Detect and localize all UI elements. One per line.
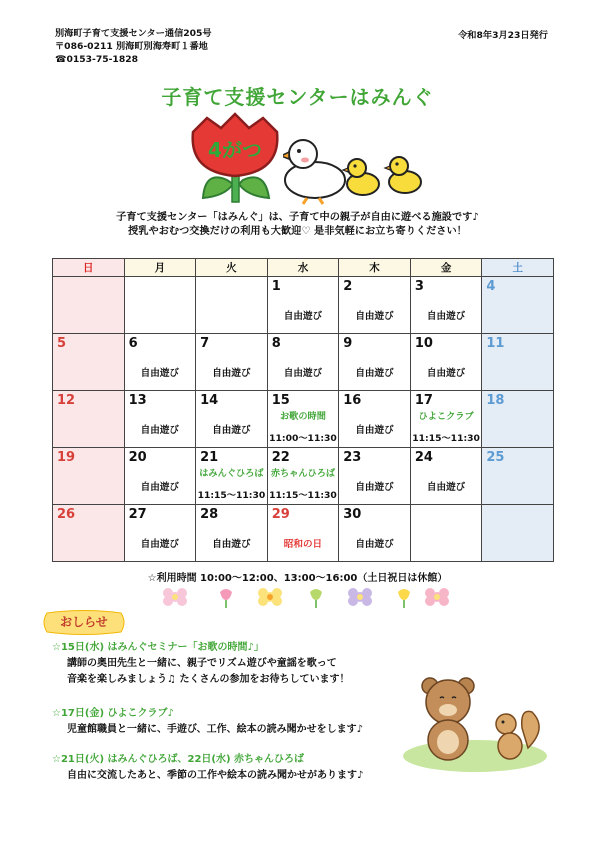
calendar-day-cell	[53, 277, 125, 334]
calendar-day-cell	[124, 505, 196, 562]
day-number: 24	[414, 450, 433, 465]
day-number: 15	[271, 393, 290, 408]
bear-illustration	[400, 668, 550, 773]
event-time: 11:15～11:30	[269, 490, 337, 501]
day-number: 6	[128, 336, 138, 351]
calendar-day-cell	[53, 391, 125, 448]
weekday-tue: 火	[196, 259, 268, 277]
day-event: 自由遊び	[140, 368, 180, 379]
weekday-header-row	[53, 259, 554, 277]
day-number: 28	[200, 507, 219, 522]
day-number: 30	[343, 507, 362, 522]
calendar-day-cell	[339, 277, 411, 334]
calendar-day-cell	[482, 505, 554, 562]
day-event: 自由遊び	[212, 425, 251, 436]
day-number: 14	[200, 393, 219, 408]
day-number: 20	[128, 450, 147, 465]
calendar-day-cell	[124, 391, 196, 448]
day-number: 4	[486, 279, 496, 294]
day-number: 3	[414, 279, 424, 294]
calendar-day-cell	[410, 391, 482, 448]
notice-item-3	[52, 752, 363, 784]
calendar-day-cell	[482, 334, 554, 391]
calendar-day-cell	[196, 505, 268, 562]
calendar-week-row	[53, 505, 554, 562]
calendar-day-cell	[410, 505, 482, 562]
notice-item-head: ☆21日(火) はみんぐひろば、22日(水) 赤ちゃんひろば	[52, 754, 305, 765]
duckling-icon	[385, 157, 421, 193]
day-number: 29	[271, 507, 290, 522]
calendar-day-cell	[339, 334, 411, 391]
calendar-day-cell	[339, 448, 411, 505]
flower-icon	[160, 584, 450, 610]
day-number: 21	[200, 450, 219, 465]
notice-badge-label: おしらせ	[60, 615, 108, 629]
notice-item-line: 講師の奥田先生と一緒に、親子でリズム遊びや童謡を歌って	[67, 658, 337, 669]
day-event: 自由遊び	[426, 311, 466, 322]
calendar-day-cell	[410, 448, 482, 505]
intro-line-2: 授乳やおむつ交換だけの利用も大歓迎♡ 是非気軽にお立ち寄りください！	[128, 226, 467, 237]
day-number: 19	[57, 450, 76, 465]
notice-item-1	[52, 640, 349, 688]
calendar-week-row	[53, 334, 554, 391]
notice-item-line: 音楽を楽しみましょう♫ たくさんの参加をお待ちしています！	[67, 674, 350, 685]
weekday-wed: 水	[267, 259, 339, 277]
day-event: 自由遊び	[426, 368, 466, 379]
weekday-fri: 金	[410, 259, 482, 277]
day-event: 自由遊び	[355, 539, 394, 550]
page-title: 子育て支援センターはみんぐ	[161, 85, 434, 109]
day-number: 27	[128, 507, 147, 522]
holiday-label: 昭和の日	[283, 539, 323, 550]
calendar-day-cell	[267, 448, 339, 505]
day-number: 2	[343, 279, 353, 294]
calendar-day-cell	[339, 391, 411, 448]
org-line: 別海町子育て支援センター通信205号	[55, 28, 212, 39]
day-event: 自由遊び	[426, 482, 466, 493]
day-number: 26	[57, 507, 76, 522]
day-special-event: はみんぐひろば	[199, 468, 264, 479]
calendar-day-cell	[196, 448, 268, 505]
day-event: 自由遊び	[140, 482, 180, 493]
calendar-day-cell	[124, 448, 196, 505]
day-number: 17	[414, 393, 433, 408]
day-special-event: 赤ちゃんひろば	[270, 468, 336, 479]
day-number: 18	[486, 393, 505, 408]
day-event: 自由遊び	[140, 539, 180, 550]
notice-item-head: ☆15日(水) はみんぐセミナー「お歌の時間♪」	[52, 642, 264, 653]
org-info	[55, 27, 212, 66]
day-event: 自由遊び	[355, 482, 394, 493]
duck-icon	[283, 132, 425, 206]
weekday-sun: 日	[53, 259, 125, 277]
calendar-day-cell	[267, 505, 339, 562]
day-number: 13	[128, 393, 147, 408]
day-number: 25	[486, 450, 505, 465]
day-number: 10	[414, 336, 433, 351]
calendar-day-cell	[267, 334, 339, 391]
event-time: 11:15～11:30	[412, 433, 480, 444]
weekday-mon: 月	[124, 259, 196, 277]
day-number: 9	[343, 336, 353, 351]
calendar-week-row	[53, 391, 554, 448]
calendar-week-row	[53, 448, 554, 505]
calendar-day-cell	[267, 391, 339, 448]
calendar-day-cell	[124, 277, 196, 334]
day-event: 自由遊び	[212, 368, 251, 379]
day-special-event: ひよこクラブ	[418, 411, 474, 422]
bear-icon	[422, 678, 474, 760]
day-number: 8	[271, 336, 281, 351]
calendar-day-cell	[53, 448, 125, 505]
calendar-day-cell	[482, 448, 554, 505]
opening-hours: ☆利用時間 10:00～12:00、13:00～16:00（土日祝日は休館）	[147, 573, 448, 584]
flower-divider	[160, 584, 450, 610]
calendar-day-cell	[196, 334, 268, 391]
day-event: 自由遊び	[283, 311, 323, 322]
calendar-week-row	[53, 277, 554, 334]
calendar-day-cell	[482, 391, 554, 448]
event-time: 11:00～11:30	[269, 433, 337, 444]
calendar-day-cell	[267, 277, 339, 334]
address-line: 〒086-0211 別海町別海寿町１番地	[55, 41, 208, 52]
intro-text	[0, 211, 595, 239]
notice-badge	[43, 610, 125, 635]
day-number: 22	[271, 450, 290, 465]
day-number: 12	[57, 393, 76, 408]
duckling-icon	[343, 159, 379, 195]
month-badge: 4がつ	[208, 138, 262, 162]
calendar-day-cell	[410, 277, 482, 334]
calendar-day-cell	[410, 334, 482, 391]
day-number: 23	[343, 450, 362, 465]
notice-item-line: 児童館職員と一緒に、手遊び、工作、絵本の読み聞かせをします♪	[67, 724, 363, 735]
calendar-day-cell	[339, 505, 411, 562]
issue-date: 令和8年3月23日発行	[458, 30, 548, 41]
calendar-day-cell	[196, 391, 268, 448]
day-number: 5	[57, 336, 67, 351]
notice-item-head: ☆17日(金) ひよこクラブ♪	[52, 708, 174, 719]
phone-line: ☎0153-75-1828	[55, 54, 138, 65]
day-number: 1	[271, 279, 281, 294]
notice-item-line: 自由に交流したあと、季節の工作や絵本の読み聞かせがあります♪	[67, 770, 364, 781]
day-number: 7	[200, 336, 210, 351]
day-special-event: お歌の時間	[280, 411, 326, 422]
day-event: 自由遊び	[355, 368, 394, 379]
day-number: 11	[486, 336, 505, 351]
calendar-day-cell	[53, 334, 125, 391]
weekday-thu: 木	[339, 259, 411, 277]
day-event: 自由遊び	[355, 311, 394, 322]
day-number: 16	[343, 393, 362, 408]
event-time: 11:15～11:30	[197, 490, 266, 501]
calendar-day-cell	[53, 505, 125, 562]
header-illustration	[185, 110, 425, 206]
intro-line-1: 子育て支援センター「はみんぐ」は、子育て中の親子が自由に遊べる施設です♪	[116, 212, 479, 223]
notice-item-2	[52, 706, 363, 738]
day-event: 自由遊び	[140, 425, 180, 436]
calendar-table	[52, 258, 554, 562]
day-event: 自由遊び	[212, 539, 251, 550]
calendar-day-cell	[124, 334, 196, 391]
day-event: 自由遊び	[283, 368, 323, 379]
calendar-day-cell	[482, 277, 554, 334]
calendar-day-cell	[196, 277, 268, 334]
weekday-sat: 土	[482, 259, 554, 277]
day-event: 自由遊び	[355, 425, 394, 436]
